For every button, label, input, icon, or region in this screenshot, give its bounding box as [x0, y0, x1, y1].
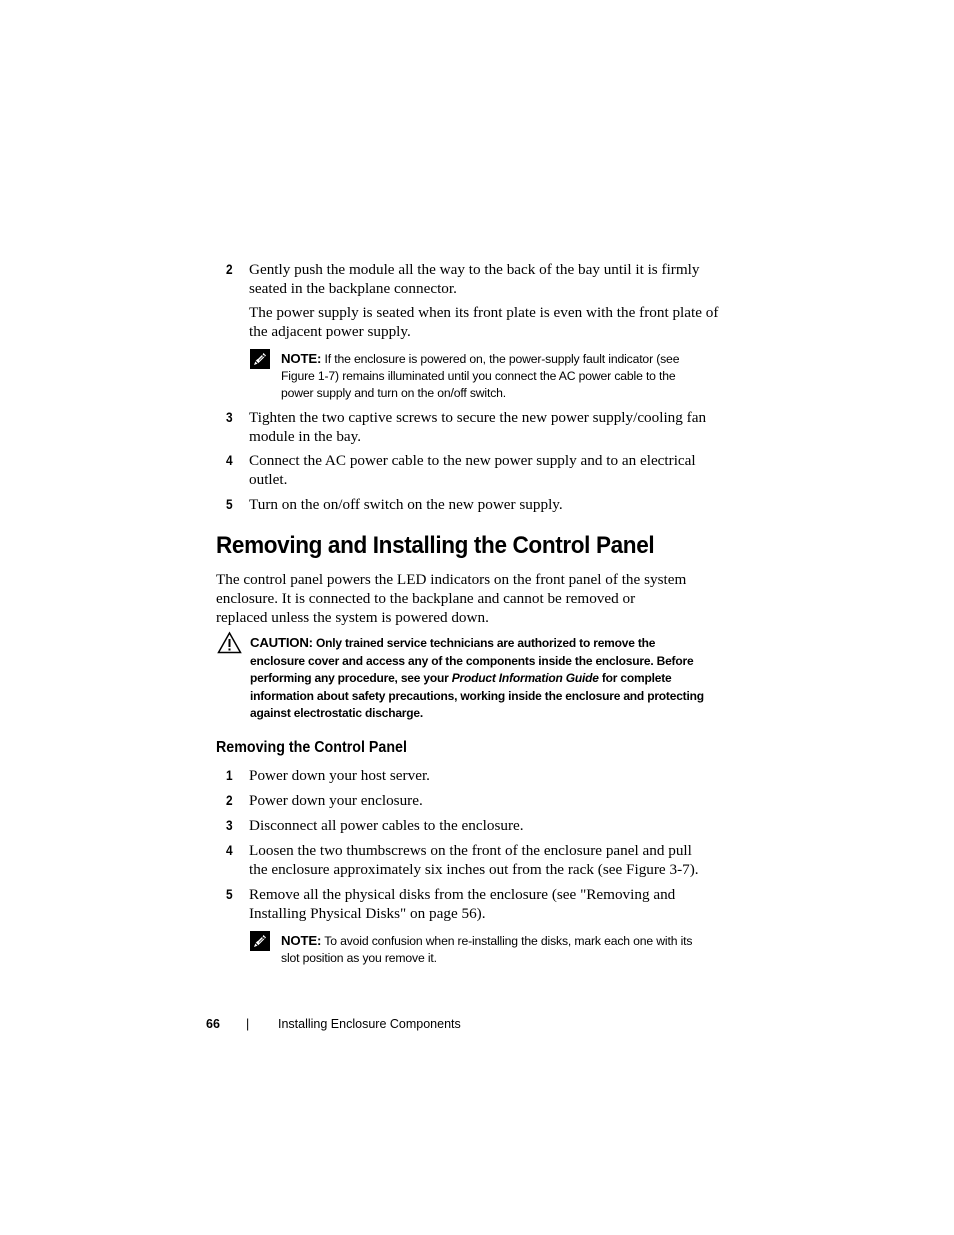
product-information-guide-ref: Product Information Guide — [451, 671, 599, 685]
substep-4-line-2: the enclosure approximately six inches out from the rack (see Figure 3-7). — [249, 861, 699, 878]
note-2-line-1: To avoid confusion when re-installing the disks, mark each one with its — [321, 934, 693, 948]
substep-4-text — [249, 841, 719, 879]
note-1-line-1: If the enclosure is powered on, the power-supply fault indicator (see — [321, 352, 680, 366]
substep-3-number: 3 — [226, 818, 233, 833]
step-3-line-1: Tighten the two captive screws to secure the new power supply/cooling fan — [249, 409, 707, 426]
step-3-text — [249, 408, 719, 446]
note-1-label: NOTE: — [281, 351, 322, 366]
intro-line-2: enclosure. It is connected to the backplane and cannot be removed or — [216, 590, 636, 607]
substep-5-number: 5 — [226, 887, 233, 902]
caution-line-1: Only trained service technicians are authorized to remove the — [312, 636, 656, 650]
substep-2-text — [249, 791, 719, 810]
step-5-text — [249, 495, 719, 514]
caution-label: CAUTION: — [250, 635, 313, 650]
substep-2-number: 2 — [226, 793, 233, 808]
step-5-number: 5 — [226, 497, 233, 512]
intro-paragraph — [216, 570, 716, 627]
section-title: Removing and Installing the Control Panel — [216, 532, 655, 559]
caution-line-3-pre: performing any procedure, see your — [250, 671, 452, 685]
step-2-number: 2 — [226, 262, 233, 277]
note-1 — [281, 350, 721, 402]
caution-triangle-icon — [217, 631, 242, 654]
note-1-line-3: power supply and turn on the on/off switch. — [281, 386, 507, 400]
step-4-text — [249, 451, 719, 489]
caution-block — [250, 634, 720, 723]
step-3-number: 3 — [226, 410, 233, 425]
note-1-line-2: Figure 1-7) remains illuminated until you connect the AC power cable to the — [281, 369, 676, 383]
step-2-line-1: Gently push the module all the way to the back of the bay until it is firmly — [249, 261, 700, 278]
step-2-text — [249, 260, 719, 298]
note-2 — [281, 932, 721, 967]
intro-line-3: replaced unless the system is powered down. — [216, 609, 489, 626]
substep-3-line-1: Disconnect all power cables to the enclosure. — [249, 817, 524, 834]
substep-5-text — [249, 885, 719, 923]
note-2-label: NOTE: — [281, 933, 322, 948]
seated-paragraph — [249, 303, 719, 341]
seated-line-1: The power supply is seated when its front plate is even with the front plate of — [249, 304, 719, 321]
note-pencil-icon — [249, 348, 271, 370]
note-pencil-icon — [249, 930, 271, 952]
step-3-line-2: module in the bay. — [249, 428, 362, 445]
substep-1-text — [249, 766, 719, 785]
footer-chapter-title: Installing Enclosure Components — [278, 1017, 461, 1031]
substep-3-text — [249, 816, 719, 835]
substep-4-number: 4 — [226, 843, 233, 858]
substep-5-line-1: Remove all the physical disks from the enclosure (see "Removing and — [249, 886, 676, 903]
step-4-line-1: Connect the AC power cable to the new power supply and to an electrical — [249, 452, 696, 469]
caution-line-2: enclosure cover and access any of the components inside the enclosure. Before — [250, 653, 694, 668]
intro-line-1: The control panel powers the LED indicators on the front panel of the system — [216, 571, 687, 588]
caution-line-3-post: for complete — [598, 671, 672, 685]
substep-2-line-1: Power down your enclosure. — [249, 792, 423, 809]
caution-line-5: against electrostatic discharge. — [250, 706, 424, 720]
step-4-number: 4 — [226, 453, 233, 468]
substep-5-line-2: Installing Physical Disks" on page 56). — [249, 905, 486, 922]
note-2-line-2: slot position as you remove it. — [281, 951, 437, 965]
subsection-title: Removing the Control Panel — [216, 739, 407, 756]
step-4-line-2: outlet. — [249, 471, 288, 488]
substep-1-line-1: Power down your host server. — [249, 767, 430, 784]
footer-separator: | — [246, 1017, 250, 1031]
step-2-line-2: seated in the backplane connector. — [249, 280, 457, 297]
seated-line-2: the adjacent power supply. — [249, 323, 411, 340]
page-number: 66 — [206, 1017, 220, 1031]
step-5-line-1: Turn on the on/off switch on the new power supply. — [249, 496, 563, 513]
substep-1-number: 1 — [226, 768, 233, 783]
substep-4-line-1: Loosen the two thumbscrews on the front of the enclosure panel and pull — [249, 842, 692, 859]
caution-line-4: information about safety precautions, working inside the enclosure and protecting — [250, 688, 704, 703]
